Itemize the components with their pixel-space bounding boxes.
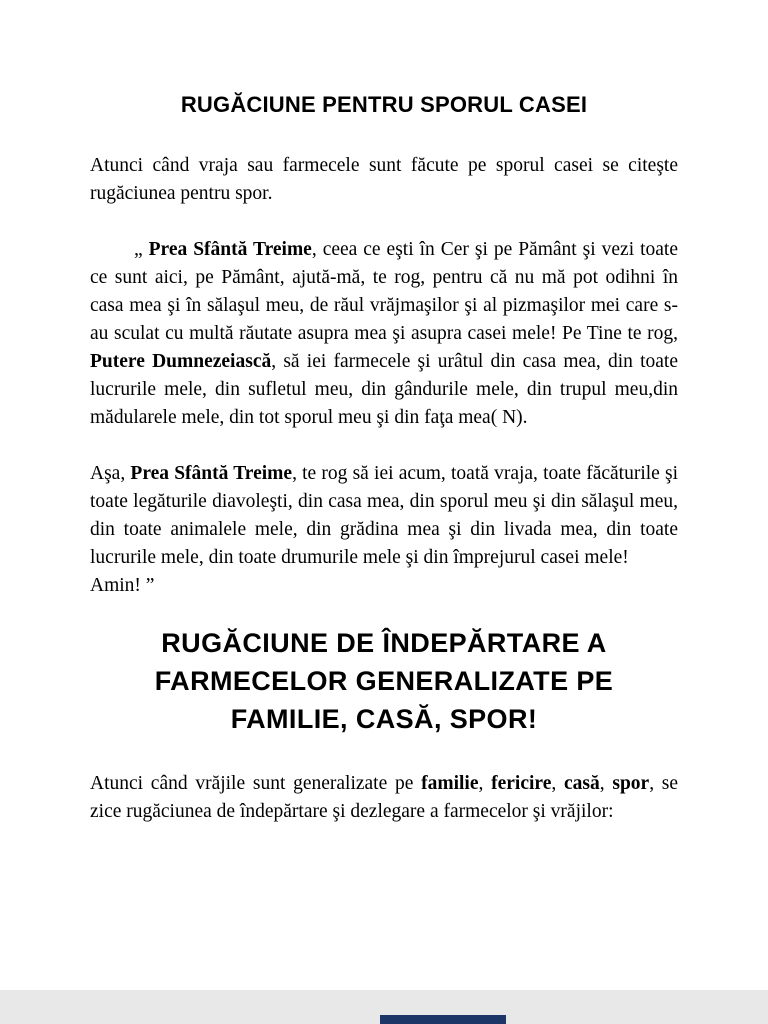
page-title: RUGĂCIUNE PENTRU SPORUL CASEI xyxy=(180,92,588,117)
paragraph-intro: Atunci când vraja sau farmecele sunt făcute pe sporul casei se citeşte rugăciunea pentru spor. xyxy=(90,155,678,204)
section-heading-line-1: RUGĂCIUNE DE ÎNDEPĂRTARE A xyxy=(161,628,607,658)
paragraph-outro: Atunci când vrăjile sunt generalizate pe familie, fericire, casă, spor, se zice rugăciunea de îndepărtare şi dezlegare a farmecelor şi vrăjilor: xyxy=(90,773,679,822)
paragraph-prayer-1: „ Prea Sfântă Treime, ceea ce eşti în Cer şi pe Pământ şi vezi toate ce sunt aici, pe Pământ, ajută-mă, te rog, pentru că nu mă pot odihni în casa mea şi în sălaşul meu, de răul vrăjmaşilor şi al pizmaşilor mei care s-au sculat cu multă răutate asupra mea şi asupra casei mele! Pe Tine te rog, Putere Dumnezeiască, să iei farmecele şi urâtul din casa mea, din toate lucrurile mele, din sufletul meu, din gândurile mele, din trupul meu,din mădularele mele, din tot sporul meu şi din faţa mea( N). xyxy=(90,239,678,428)
paragraph-prayer-2: Aşa, Prea Sfântă Treime, te rog să iei acum, toată vraja, toate făcăturile şi toate legăturile diavoleşti, din casa mea, din sporul meu şi din sălaşul meu, din toate animalele mele, din grădina mea şi din livada mea, din toate lucrurile mele, din toate drumurile mele şi din împrejurul casei mele! xyxy=(90,463,679,568)
section-heading-line-2: FARMECELOR GENERALIZATE PE xyxy=(154,666,614,696)
paragraph-amin: Amin! ” xyxy=(90,575,155,596)
next-page-edge-bar xyxy=(380,1015,506,1024)
section-heading-line-3: FAMILIE, CASĂ, SPOR! xyxy=(230,704,538,734)
section-heading xyxy=(90,624,678,738)
page-bottom-gap xyxy=(0,990,768,1024)
